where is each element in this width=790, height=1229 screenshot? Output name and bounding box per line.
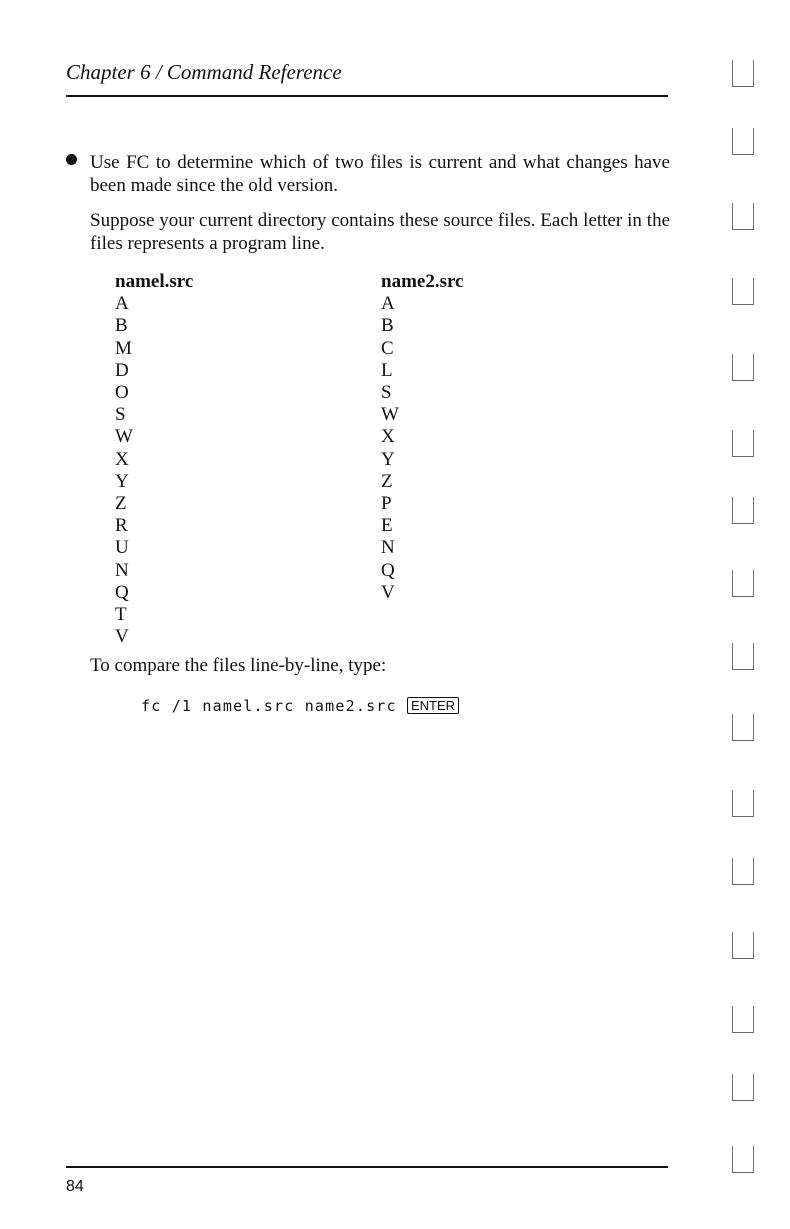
program-line: N [381,537,395,559]
bullet-paragraph: Use FC to determine which of two files is current and what changes have been made since the old version. [90,152,670,196]
bullet-icon [66,154,77,165]
program-line: N [115,559,129,581]
program-line: Q [115,581,129,603]
program-line: Z [381,470,393,492]
program-line: Y [115,470,129,492]
binder-hole-mark-icon [732,714,754,741]
program-line: P [381,493,392,515]
program-line: O [115,382,129,404]
binder-hole-mark-icon [732,60,754,87]
enter-key-icon: ENTER [407,697,459,714]
file2-lines [381,293,464,604]
compare-paragraph: To compare the files line-by-line, type: [90,655,387,676]
program-line: Y [381,448,395,470]
file2-name: name2.src [381,271,464,292]
file2-column [381,271,464,604]
program-line: D [115,359,129,381]
program-line: C [381,337,394,359]
program-line: B [115,315,128,337]
program-line: L [381,359,393,381]
binder-hole-mark-icon [732,497,754,524]
binder-hole-mark-icon [732,278,754,305]
intro-paragraph: Suppose your current directory contains these source files. Each letter in the files represents a program line. [90,210,670,254]
binder-hole-mark-icon [732,858,754,885]
binder-hole-mark-icon [732,128,754,155]
page-number: 84 [66,1178,84,1195]
program-line: A [115,293,129,315]
program-line: U [115,537,129,559]
binder-hole-mark-icon [732,1146,754,1173]
file1-column [115,271,193,648]
binder-hole-mark-icon [732,643,754,670]
program-line: X [115,448,129,470]
program-line: S [381,382,392,404]
program-line: B [381,315,394,337]
binder-hole-mark-icon [732,203,754,230]
program-line: S [115,404,126,426]
footer-rule [66,1166,668,1168]
header-rule [66,95,668,97]
file1-lines [115,293,193,648]
program-line: A [381,293,395,315]
program-line: M [115,337,132,359]
chapter-header: Chapter 6 / Command Reference [66,60,342,84]
binder-hole-mark-icon [732,1006,754,1033]
program-line: R [115,515,128,537]
program-line: W [115,426,133,448]
program-line: X [381,426,395,448]
program-line: W [381,404,399,426]
program-line: V [381,581,395,603]
binder-hole-mark-icon [732,354,754,381]
program-line: T [115,604,127,626]
binder-hole-mark-icon [732,932,754,959]
command-text: fc /1 namel.src name2.src [141,697,407,715]
file1-name: namel.src [115,271,194,292]
binder-hole-mark-icon [732,430,754,457]
binder-hole-mark-icon [732,790,754,817]
program-line: E [381,515,393,537]
program-line: Z [115,493,127,515]
program-line: V [115,626,129,648]
command-line [141,697,459,715]
binder-hole-mark-icon [732,570,754,597]
binder-hole-mark-icon [732,1074,754,1101]
program-line: Q [381,559,395,581]
